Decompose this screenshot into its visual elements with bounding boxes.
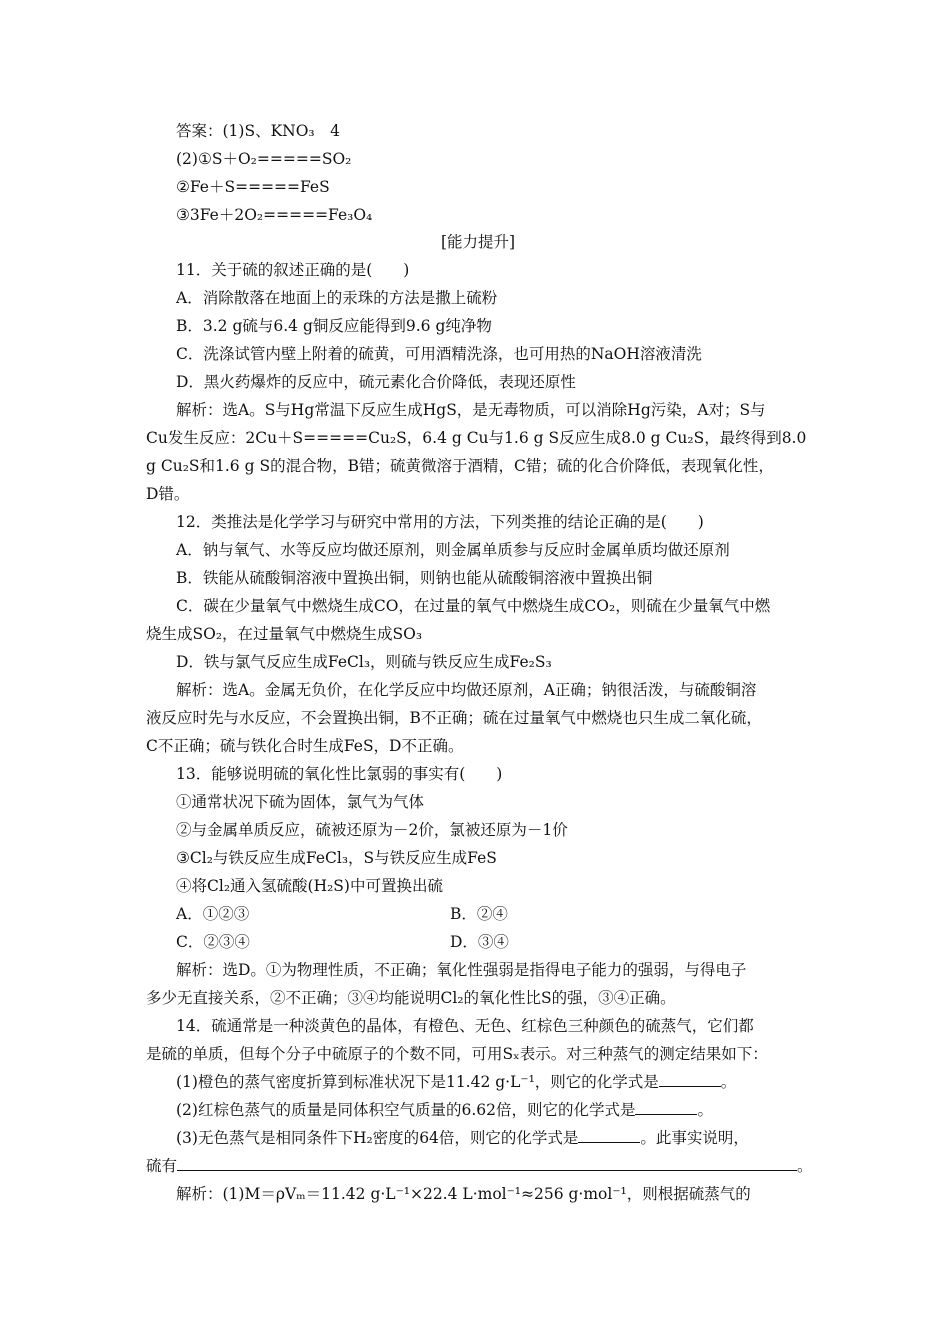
q12-option-c-1: C．碳在少量氧气中燃烧生成CO，在过量的氧气中燃烧生成CO₂，则硫在少量氧气中燃 (176, 597, 771, 615)
q13-item-1: ①通常状况下硫为固体，氯气为气体 (176, 793, 425, 811)
q14-part-1 (176, 1071, 736, 1093)
answer-line-2: (2)①S＋O₂=====SO₂ (176, 150, 352, 168)
q12-analysis-1: 解析：选A。金属无负价，在化学反应中均做还原剂，A正确；钠很活泼，与硫酸铜溶 (176, 681, 757, 699)
answer-blank[interactable] (578, 1128, 640, 1143)
q13-option-b: B．②④ (450, 905, 508, 923)
q13-item-2: ②与金属单质反应，硫被还原为－2价，氯被还原为－1价 (176, 821, 568, 839)
q12-analysis-3: C不正确；硫与铁化合时生成FeS，D不正确。 (146, 737, 464, 755)
q12-analysis-2: 液反应时先与水反应，不会置换出铜，B不正确；硫在过量氧气中燃烧也只生成二氧化硫， (146, 709, 762, 727)
answer-line-4: ③3Fe＋2O₂=====Fe₃O₄ (176, 206, 373, 224)
q14-part-3-cont-text: 硫有 (146, 1157, 178, 1175)
q13-option-d: D．③④ (450, 933, 509, 951)
q14-part-2-text: (2)红棕色蒸气的质量是同体积空气质量的6.62倍，则它的化学式是 (176, 1101, 636, 1119)
q12-option-c-2: 烧生成SO₂，在过量氧气中燃烧生成SO₃ (146, 625, 423, 643)
q12-option-b: B．铁能从硫酸铜溶液中置换出铜，则钠也能从硫酸铜溶液中置换出铜 (176, 569, 653, 587)
q11-option-a: A．消除散落在地面上的汞珠的方法是撒上硫粉 (176, 289, 498, 307)
q14-part-3-text: (3)无色蒸气是相同条件下H₂密度的64倍，则它的化学式是 (176, 1129, 579, 1147)
q13-option-a: A．①②③ (176, 905, 250, 923)
q14-part-3 (176, 1127, 749, 1149)
q12-stem: 12．类推法是化学学习与研究中常用的方法，下列类推的结论正确的是( ) (176, 513, 704, 531)
q14-stem-2: 是硫的单质，但每个分子中硫原子的个数不同，可用Sₓ表示。对三种蒸气的测定结果如下： (146, 1045, 768, 1063)
q11-analysis-4: D错。 (146, 485, 190, 503)
q11-analysis-3: g Cu₂S和1.6 g S的混合物，B错；硫黄微溶于酒精，C错；硫的化合价降低，表现氧化性， (146, 457, 774, 475)
q13-item-3: ③Cl₂与铁反应生成FeCl₃，S与铁反应生成FeS (176, 849, 497, 867)
q14-part-3-end: 。此事实说明， (640, 1129, 749, 1147)
q11-stem: 11．关于硫的叙述正确的是( ) (176, 261, 410, 279)
answer-blank[interactable] (659, 1072, 721, 1087)
q11-option-b: B．3.2 g硫与6.4 g铜反应能得到9.6 g纯净物 (176, 317, 492, 335)
q14-analysis-1: 解析：(1)M＝ρVₘ＝11.42 g·L⁻¹×22.4 L·mol⁻¹≈256 g·mol⁻¹，则根据硫蒸气的 (176, 1185, 751, 1203)
answer-line-3: ②Fe＋S=====FeS (176, 178, 330, 196)
q13-option-c: C．②③④ (176, 933, 250, 951)
q14-part-3-cont (146, 1155, 813, 1177)
q13-item-4: ④将Cl₂通入氢硫酸(H₂S)中可置换出硫 (176, 877, 443, 895)
q14-part-2-end: 。 (697, 1101, 713, 1119)
q11-option-c: C．洗涤试管内壁上附着的硫黄，可用酒精洗涤，也可用热的NaOH溶液清洗 (176, 345, 702, 363)
q14-part-2 (176, 1099, 713, 1121)
q11-analysis-2: Cu发生反应：2Cu＋S=====Cu₂S，6.4 g Cu与1.6 g S反应生成8.0 g Cu₂S，最终得到8.0 (146, 429, 807, 447)
answer-blank[interactable] (177, 1156, 797, 1171)
q14-part-1-end: 。 (720, 1073, 737, 1091)
q14-part-3-cont-end: 。 (797, 1157, 813, 1175)
q14-part-1-text: (1)橙色的蒸气密度折算到标准状况下是11.42 g·L⁻¹，则它的化学式是 (176, 1073, 659, 1091)
q11-option-d: D．黑火药爆炸的反应中，硫元素化合价降低，表现还原性 (176, 373, 576, 391)
q13-analysis-1: 解析：选D。①为物理性质，不正确；氧化性强弱是指得电子能力的强弱，与得电子 (176, 961, 747, 979)
section-heading: [能力提升] (440, 233, 516, 251)
q14-stem-1: 14．硫通常是一种淡黄色的晶体，有橙色、无色、红棕色三种颜色的硫蒸气，它们都 (176, 1017, 754, 1035)
answer-line-1: 答案：(1)S、KNO₃ 4 (176, 122, 340, 140)
q13-analysis-2: 多少无直接关系，②不正确；③④均能说明Cl₂的氧化性比S的强，③④正确。 (146, 989, 676, 1007)
q11-analysis-1: 解析：选A。S与Hg常温下反应生成HgS，是无毒物质，可以消除Hg污染，A对；S与 (176, 401, 766, 419)
q12-option-a: A．钠与氧气、水等反应均做还原剂，则金属单质参与反应时金属单质均做还原剂 (176, 541, 730, 559)
q12-option-d: D．铁与氯气反应生成FeCl₃，则硫与铁反应生成Fe₂S₃ (176, 653, 552, 671)
q13-stem: 13．能够说明硫的氧化性比氯弱的事实有( ) (176, 765, 503, 783)
answer-blank[interactable] (635, 1100, 697, 1115)
